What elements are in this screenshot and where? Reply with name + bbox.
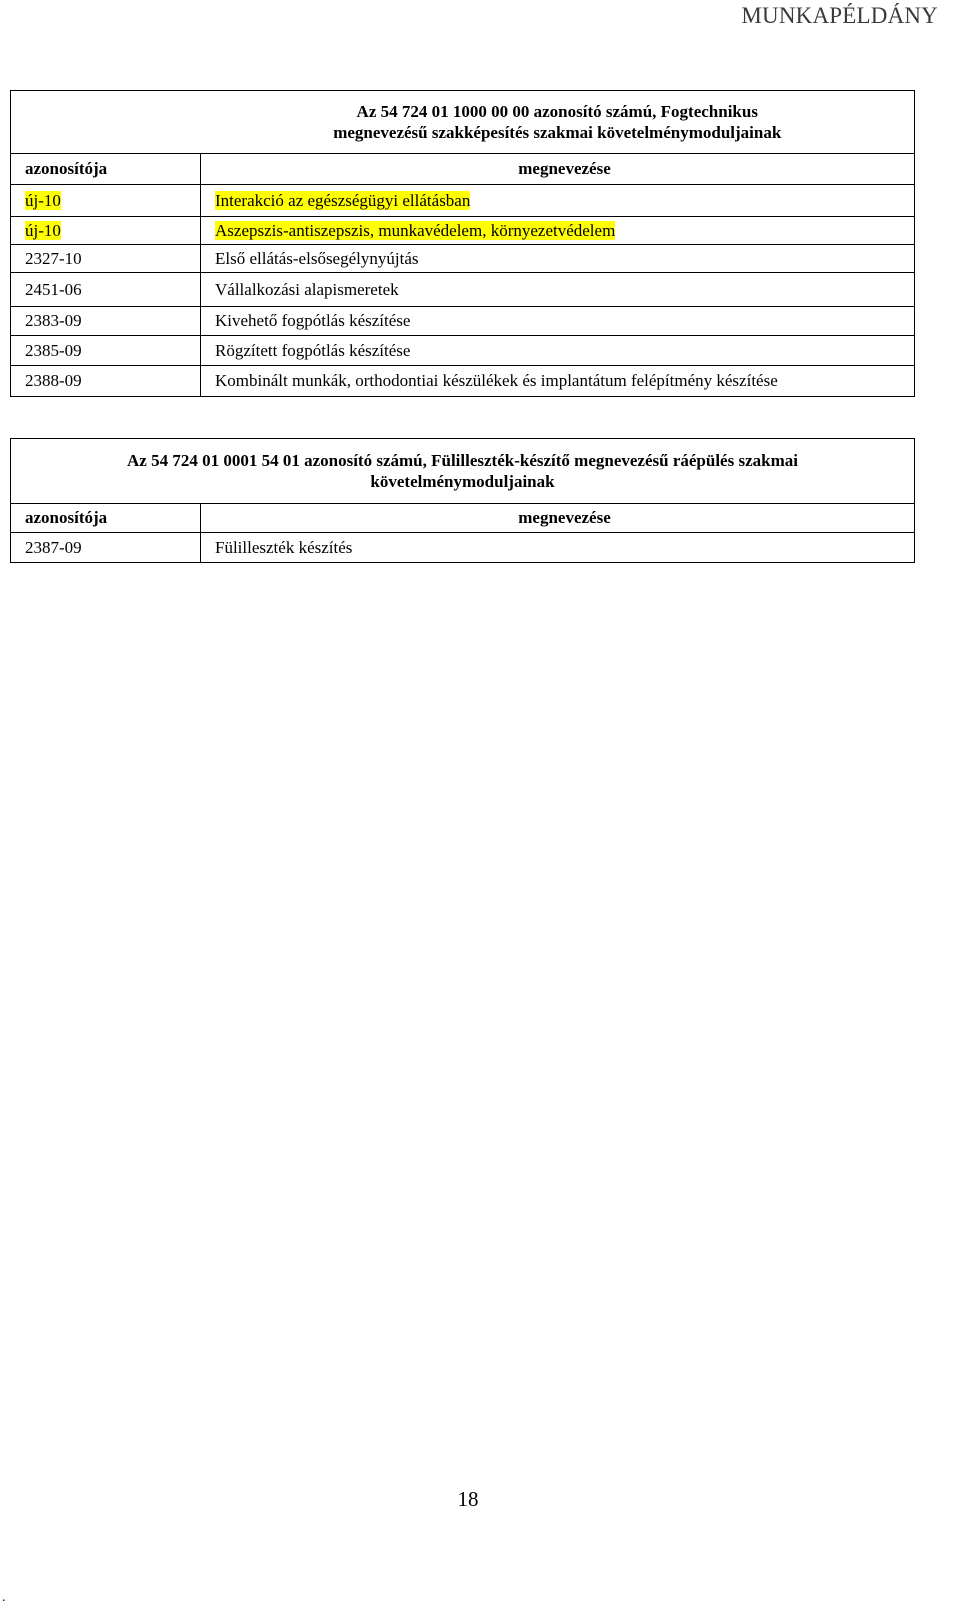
module-code: 2383-09 <box>11 307 201 336</box>
module-code: 2388-09 <box>11 366 201 397</box>
table2-col-code-header: azonosítója <box>11 504 201 533</box>
module-name: Rögzített fogpótlás készítése <box>201 336 915 366</box>
table1-title-line1: Az 54 724 01 1000 00 00 azonosító számú, Fogtechnikus <box>356 101 758 121</box>
module-name: Vállalkozási alapismeretek <box>201 273 915 307</box>
watermark-text: MUNKAPÉLDÁNY <box>741 3 938 28</box>
module-code: új-10 <box>25 220 61 240</box>
module-code: 2385-09 <box>11 336 201 366</box>
table1-title-line2: megnevezésű szakképesítés szakmai követelménymoduljainak <box>333 123 782 142</box>
module-code: 2387-09 <box>11 533 201 563</box>
table2-col-name-header: megnevezése <box>201 504 915 533</box>
module-name: Interakció az egészségügyi ellátásban <box>215 190 471 210</box>
table-row <box>11 336 915 366</box>
module-name: Fülilleszték készítés <box>201 533 915 563</box>
module-table-fogtechnikus <box>10 90 915 397</box>
module-name: Aszepszis-antiszepszis, munkavédelem, környezetvédelem <box>215 220 616 240</box>
table-row <box>11 307 915 336</box>
table-row <box>11 366 915 397</box>
module-name: Kombinált munkák, orthodontiai készülékek és implantátum felépítmény készítése <box>201 366 915 397</box>
module-code: új-10 <box>25 190 61 210</box>
table-row <box>11 533 915 563</box>
module-table-fulilleszte-keszito <box>10 438 915 563</box>
table1-col-name-header: megnevezése <box>201 154 915 185</box>
table1-title-spacer <box>11 91 201 154</box>
module-name: Első ellátás-elsősegélynyújtás <box>201 245 915 273</box>
table-row <box>11 217 915 245</box>
table1-title <box>201 91 915 154</box>
table2-header-row <box>11 504 915 533</box>
page-number: 18 <box>457 1487 479 1511</box>
table1-col-code-header: azonosítója <box>11 154 201 185</box>
table2-title-line2: követelménymoduljainak <box>370 472 555 491</box>
table1-header-row <box>11 154 915 185</box>
module-code: 2451-06 <box>11 273 201 307</box>
stray-mark: . <box>2 1590 6 1605</box>
module-code: 2327-10 <box>11 245 201 273</box>
table2-title-line1: Az 54 724 01 0001 54 01 azonosító számú, Fülilleszték-készítő megnevezésű ráépülés szakmai <box>127 450 798 470</box>
table-row <box>11 185 915 217</box>
module-name: Kivehető fogpótlás készítése <box>201 307 915 336</box>
table-row <box>11 273 915 307</box>
table2-title <box>11 439 915 504</box>
table-row <box>11 245 915 273</box>
